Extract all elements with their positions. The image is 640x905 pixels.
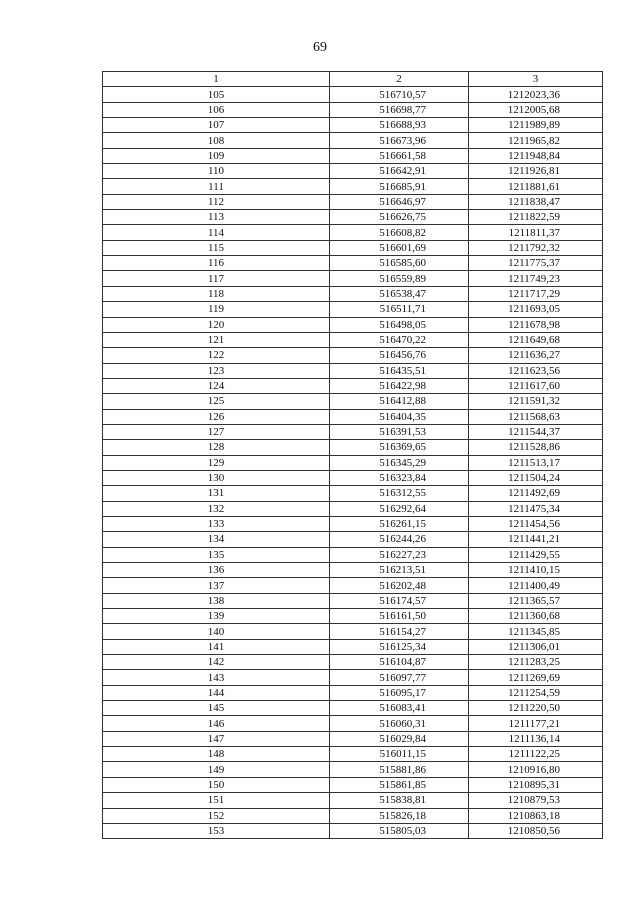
point-number-cell: 149 — [103, 762, 330, 777]
table-row — [103, 731, 603, 746]
point-number-cell: 125 — [103, 394, 330, 409]
y-coordinate-cell: 1211283,25 — [469, 655, 603, 670]
point-number-cell: 152 — [103, 808, 330, 823]
y-coordinate-cell: 1211136,14 — [469, 731, 603, 746]
column-header-2: 2 — [330, 72, 469, 87]
x-coordinate-cell: 516601,69 — [330, 240, 469, 255]
x-coordinate-cell: 516312,55 — [330, 486, 469, 501]
table-row — [103, 532, 603, 547]
table-row — [103, 547, 603, 562]
y-coordinate-cell: 1211965,82 — [469, 133, 603, 148]
x-coordinate-cell: 516345,29 — [330, 455, 469, 470]
point-number-cell: 120 — [103, 317, 330, 332]
point-number-cell: 117 — [103, 271, 330, 286]
point-number-cell: 148 — [103, 747, 330, 762]
table-row — [103, 563, 603, 578]
point-number-cell: 123 — [103, 363, 330, 378]
y-coordinate-cell: 1211475,34 — [469, 501, 603, 516]
table-row — [103, 394, 603, 409]
point-number-cell: 119 — [103, 302, 330, 317]
x-coordinate-cell: 516202,48 — [330, 578, 469, 593]
x-coordinate-cell: 516060,31 — [330, 716, 469, 731]
y-coordinate-cell: 1211528,86 — [469, 440, 603, 455]
y-coordinate-cell: 1211693,05 — [469, 302, 603, 317]
x-coordinate-cell: 516174,57 — [330, 593, 469, 608]
table-row — [103, 501, 603, 516]
y-coordinate-cell: 1211360,68 — [469, 609, 603, 624]
x-coordinate-cell: 516227,23 — [330, 547, 469, 562]
x-coordinate-cell: 516097,77 — [330, 670, 469, 685]
point-number-cell: 133 — [103, 516, 330, 531]
table-row — [103, 624, 603, 639]
table-row — [103, 271, 603, 286]
y-coordinate-cell: 1211591,32 — [469, 394, 603, 409]
point-number-cell: 106 — [103, 102, 330, 117]
y-coordinate-cell: 1210916,80 — [469, 762, 603, 777]
table-row — [103, 378, 603, 393]
point-number-cell: 110 — [103, 164, 330, 179]
y-coordinate-cell: 1210879,53 — [469, 793, 603, 808]
x-coordinate-cell: 516511,71 — [330, 302, 469, 317]
x-coordinate-cell: 516698,77 — [330, 102, 469, 117]
x-coordinate-cell: 515838,81 — [330, 793, 469, 808]
point-number-cell: 144 — [103, 685, 330, 700]
x-coordinate-cell: 516369,65 — [330, 440, 469, 455]
y-coordinate-cell: 1211617,60 — [469, 378, 603, 393]
table-row — [103, 332, 603, 347]
table-row — [103, 747, 603, 762]
point-number-cell: 143 — [103, 670, 330, 685]
x-coordinate-cell: 516083,41 — [330, 701, 469, 716]
point-number-cell: 153 — [103, 823, 330, 838]
x-coordinate-cell: 516673,96 — [330, 133, 469, 148]
point-number-cell: 145 — [103, 701, 330, 716]
y-coordinate-cell: 1211400,49 — [469, 578, 603, 593]
x-coordinate-cell: 516125,34 — [330, 639, 469, 654]
y-coordinate-cell: 1211678,98 — [469, 317, 603, 332]
y-coordinate-cell: 1211429,55 — [469, 547, 603, 562]
x-coordinate-cell: 516261,15 — [330, 516, 469, 531]
table-row — [103, 179, 603, 194]
y-coordinate-cell: 1211636,27 — [469, 348, 603, 363]
point-number-cell: 116 — [103, 256, 330, 271]
table-row — [103, 225, 603, 240]
table-row — [103, 808, 603, 823]
x-coordinate-cell: 516323,84 — [330, 470, 469, 485]
point-number-cell: 124 — [103, 378, 330, 393]
y-coordinate-cell: 1211568,63 — [469, 409, 603, 424]
y-coordinate-cell: 1211881,61 — [469, 179, 603, 194]
x-coordinate-cell: 516538,47 — [330, 286, 469, 301]
column-header-3: 3 — [469, 72, 603, 87]
y-coordinate-cell: 1211926,81 — [469, 164, 603, 179]
point-number-cell: 118 — [103, 286, 330, 301]
point-number-cell: 146 — [103, 716, 330, 731]
y-coordinate-cell: 1211513,17 — [469, 455, 603, 470]
x-coordinate-cell: 516585,60 — [330, 256, 469, 271]
point-number-cell: 142 — [103, 655, 330, 670]
y-coordinate-cell: 1211254,59 — [469, 685, 603, 700]
table-row — [103, 317, 603, 332]
table-row — [103, 701, 603, 716]
point-number-cell: 121 — [103, 332, 330, 347]
table-row — [103, 87, 603, 102]
point-number-cell: 108 — [103, 133, 330, 148]
x-coordinate-cell: 516422,98 — [330, 378, 469, 393]
table-row — [103, 164, 603, 179]
table-row — [103, 440, 603, 455]
table-row — [103, 716, 603, 731]
y-coordinate-cell: 1211623,56 — [469, 363, 603, 378]
x-coordinate-cell: 516642,91 — [330, 164, 469, 179]
table-row — [103, 118, 603, 133]
y-coordinate-cell: 1211269,69 — [469, 670, 603, 685]
point-number-cell: 130 — [103, 470, 330, 485]
table-row — [103, 424, 603, 439]
column-header-1: 1 — [103, 72, 330, 87]
x-coordinate-cell: 516154,27 — [330, 624, 469, 639]
y-coordinate-cell: 1211441,21 — [469, 532, 603, 547]
x-coordinate-cell: 516292,64 — [330, 501, 469, 516]
y-coordinate-cell: 1211410,15 — [469, 563, 603, 578]
point-number-cell: 128 — [103, 440, 330, 455]
x-coordinate-cell: 516688,93 — [330, 118, 469, 133]
x-coordinate-cell: 515826,18 — [330, 808, 469, 823]
x-coordinate-cell: 516104,87 — [330, 655, 469, 670]
table-row — [103, 593, 603, 608]
table-row — [103, 302, 603, 317]
x-coordinate-cell: 516391,53 — [330, 424, 469, 439]
point-number-cell: 140 — [103, 624, 330, 639]
table-row — [103, 348, 603, 363]
table-row — [103, 639, 603, 654]
x-coordinate-cell: 516456,76 — [330, 348, 469, 363]
point-number-cell: 134 — [103, 532, 330, 547]
x-coordinate-cell: 516095,17 — [330, 685, 469, 700]
table-row — [103, 762, 603, 777]
point-number-cell: 150 — [103, 777, 330, 792]
y-coordinate-cell: 1211775,37 — [469, 256, 603, 271]
x-coordinate-cell: 516685,91 — [330, 179, 469, 194]
table-row — [103, 609, 603, 624]
y-coordinate-cell: 1211948,84 — [469, 148, 603, 163]
point-number-cell: 113 — [103, 210, 330, 225]
y-coordinate-cell: 1211649,68 — [469, 332, 603, 347]
y-coordinate-cell: 1212005,68 — [469, 102, 603, 117]
point-number-cell: 147 — [103, 731, 330, 746]
point-number-cell: 107 — [103, 118, 330, 133]
table-row — [103, 486, 603, 501]
x-coordinate-cell: 516470,22 — [330, 332, 469, 347]
table-row — [103, 578, 603, 593]
y-coordinate-cell: 1212023,36 — [469, 87, 603, 102]
point-number-cell: 126 — [103, 409, 330, 424]
point-number-cell: 141 — [103, 639, 330, 654]
table-row — [103, 823, 603, 838]
y-coordinate-cell: 1211177,21 — [469, 716, 603, 731]
y-coordinate-cell: 1211717,29 — [469, 286, 603, 301]
x-coordinate-cell: 516412,88 — [330, 394, 469, 409]
x-coordinate-cell: 516244,26 — [330, 532, 469, 547]
table-row — [103, 793, 603, 808]
y-coordinate-cell: 1211504,24 — [469, 470, 603, 485]
table-row — [103, 777, 603, 792]
point-number-cell: 135 — [103, 547, 330, 562]
point-number-cell: 109 — [103, 148, 330, 163]
table-row — [103, 455, 603, 470]
table-row — [103, 148, 603, 163]
x-coordinate-cell: 516435,51 — [330, 363, 469, 378]
table-row — [103, 685, 603, 700]
table-row — [103, 516, 603, 531]
y-coordinate-cell: 1211345,85 — [469, 624, 603, 639]
y-coordinate-cell: 1210895,31 — [469, 777, 603, 792]
x-coordinate-cell: 515881,86 — [330, 762, 469, 777]
point-number-cell: 138 — [103, 593, 330, 608]
y-coordinate-cell: 1211822,59 — [469, 210, 603, 225]
table-row — [103, 286, 603, 301]
x-coordinate-cell: 516608,82 — [330, 225, 469, 240]
table-row — [103, 470, 603, 485]
x-coordinate-cell: 516213,51 — [330, 563, 469, 578]
table-row — [103, 133, 603, 148]
x-coordinate-cell: 516011,15 — [330, 747, 469, 762]
x-coordinate-cell: 516559,89 — [330, 271, 469, 286]
x-coordinate-cell: 516498,05 — [330, 317, 469, 332]
table-row — [103, 670, 603, 685]
y-coordinate-cell: 1211306,01 — [469, 639, 603, 654]
x-coordinate-cell: 516029,84 — [330, 731, 469, 746]
table-row — [103, 194, 603, 209]
table-row — [103, 102, 603, 117]
x-coordinate-cell: 516646,97 — [330, 194, 469, 209]
x-coordinate-cell: 516161,50 — [330, 609, 469, 624]
table-row — [103, 409, 603, 424]
point-number-cell: 131 — [103, 486, 330, 501]
y-coordinate-cell: 1211749,23 — [469, 271, 603, 286]
x-coordinate-cell: 516626,75 — [330, 210, 469, 225]
table-row — [103, 240, 603, 255]
y-coordinate-cell: 1211220,50 — [469, 701, 603, 716]
y-coordinate-cell: 1211122,25 — [469, 747, 603, 762]
table-row — [103, 363, 603, 378]
y-coordinate-cell: 1211544,37 — [469, 424, 603, 439]
y-coordinate-cell: 1211365,57 — [469, 593, 603, 608]
point-number-cell: 112 — [103, 194, 330, 209]
y-coordinate-cell: 1211811,37 — [469, 225, 603, 240]
point-number-cell: 114 — [103, 225, 330, 240]
point-number-cell: 137 — [103, 578, 330, 593]
coordinates-table — [102, 71, 603, 839]
point-number-cell: 136 — [103, 563, 330, 578]
point-number-cell: 115 — [103, 240, 330, 255]
point-number-cell: 132 — [103, 501, 330, 516]
x-coordinate-cell: 516661,58 — [330, 148, 469, 163]
point-number-cell: 129 — [103, 455, 330, 470]
x-coordinate-cell: 516710,57 — [330, 87, 469, 102]
y-coordinate-cell: 1210850,56 — [469, 823, 603, 838]
x-coordinate-cell: 516404,35 — [330, 409, 469, 424]
point-number-cell: 105 — [103, 87, 330, 102]
table-row — [103, 210, 603, 225]
point-number-cell: 127 — [103, 424, 330, 439]
y-coordinate-cell: 1211492,69 — [469, 486, 603, 501]
table-row — [103, 655, 603, 670]
y-coordinate-cell: 1211454,56 — [469, 516, 603, 531]
point-number-cell: 139 — [103, 609, 330, 624]
y-coordinate-cell: 1211989,89 — [469, 118, 603, 133]
point-number-cell: 151 — [103, 793, 330, 808]
point-number-cell: 122 — [103, 348, 330, 363]
table-header-row — [103, 72, 603, 87]
page-number: 69 — [313, 40, 327, 55]
x-coordinate-cell: 515861,85 — [330, 777, 469, 792]
y-coordinate-cell: 1210863,18 — [469, 808, 603, 823]
x-coordinate-cell: 515805,03 — [330, 823, 469, 838]
table-row — [103, 256, 603, 271]
y-coordinate-cell: 1211792,32 — [469, 240, 603, 255]
point-number-cell: 111 — [103, 179, 330, 194]
y-coordinate-cell: 1211838,47 — [469, 194, 603, 209]
table-body — [103, 87, 603, 839]
